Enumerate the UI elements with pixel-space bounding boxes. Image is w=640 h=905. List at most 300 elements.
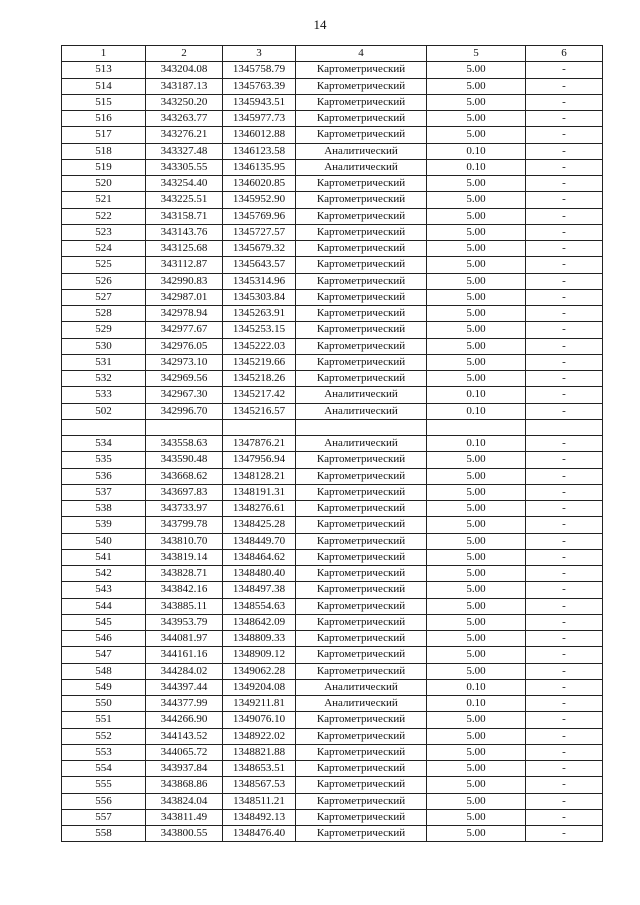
table-cell: Картометрический [296, 566, 427, 582]
table-row [62, 582, 603, 598]
table-cell: 543 [62, 582, 146, 598]
table-header [62, 46, 603, 62]
table-cell: Аналитический [296, 679, 427, 695]
table-cell: 1349211.81 [223, 696, 296, 712]
table-cell: 342996.70 [146, 403, 223, 419]
table-cell: 557 [62, 809, 146, 825]
table-cell: Картометрический [296, 761, 427, 777]
table-cell: 343558.63 [146, 436, 223, 452]
table-cell: - [526, 62, 603, 78]
table-cell: - [526, 192, 603, 208]
table-cell: 1345263.91 [223, 306, 296, 322]
table-cell: 5.00 [427, 306, 526, 322]
table-cell: 0.10 [427, 159, 526, 175]
table-cell: - [526, 533, 603, 549]
table-cell: Картометрический [296, 468, 427, 484]
table-row [62, 306, 603, 322]
table-cell: 1347956.94 [223, 452, 296, 468]
table-row [62, 62, 603, 78]
table-cell: 343254.40 [146, 176, 223, 192]
table-cell: - [526, 241, 603, 257]
table-row [62, 777, 603, 793]
table-cell: 343810.70 [146, 533, 223, 549]
coordinates-table [61, 45, 603, 842]
table-cell: Картометрический [296, 712, 427, 728]
table-cell: 548 [62, 663, 146, 679]
table-cell: - [526, 78, 603, 94]
table-cell: Картометрический [296, 354, 427, 370]
table-cell: 1348642.09 [223, 614, 296, 630]
table-cell: 1348191.31 [223, 484, 296, 500]
table-row [62, 208, 603, 224]
table-cell: 0.10 [427, 143, 526, 159]
table-cell: 5.00 [427, 127, 526, 143]
table-cell: Картометрический [296, 257, 427, 273]
table-cell: 1349062.28 [223, 663, 296, 679]
table-cell: - [526, 371, 603, 387]
table-cell: - [526, 777, 603, 793]
table-cell: 544 [62, 598, 146, 614]
table-cell: 5.00 [427, 712, 526, 728]
table-cell: 546 [62, 631, 146, 647]
table-cell: 5.00 [427, 354, 526, 370]
table-cell: 558 [62, 826, 146, 842]
table-cell: Аналитический [296, 387, 427, 403]
table-cell: 343937.84 [146, 761, 223, 777]
table-cell: - [526, 549, 603, 565]
table-cell: 1345727.57 [223, 224, 296, 240]
table-row [62, 712, 603, 728]
table-cell: 5.00 [427, 826, 526, 842]
table-cell: 1348554.63 [223, 598, 296, 614]
table-row [62, 809, 603, 825]
table-cell: 542 [62, 566, 146, 582]
table-cell: - [526, 159, 603, 175]
table-cell: 0.10 [427, 387, 526, 403]
table-cell: 343868.86 [146, 777, 223, 793]
table-row [62, 793, 603, 809]
table-cell: 342973.10 [146, 354, 223, 370]
table-cell: - [526, 111, 603, 127]
table-cell: 1346020.85 [223, 176, 296, 192]
table-cell: Картометрический [296, 647, 427, 663]
table-cell: 5.00 [427, 78, 526, 94]
table-cell: - [526, 484, 603, 500]
table-cell: 343590.48 [146, 452, 223, 468]
table-cell: 5.00 [427, 94, 526, 110]
table-row [62, 484, 603, 500]
header-cell: 1 [62, 46, 146, 62]
table-cell: 343158.71 [146, 208, 223, 224]
table-cell: - [526, 809, 603, 825]
table-cell: - [526, 468, 603, 484]
table-cell: 343204.08 [146, 62, 223, 78]
table-row [62, 533, 603, 549]
table-row [62, 631, 603, 647]
table-cell: Картометрический [296, 826, 427, 842]
table-cell: 516 [62, 111, 146, 127]
table-cell: 5.00 [427, 582, 526, 598]
table-cell: Картометрический [296, 533, 427, 549]
table-cell: 537 [62, 484, 146, 500]
table-cell: 343112.87 [146, 257, 223, 273]
table-cell: 1345643.57 [223, 257, 296, 273]
table-cell: 5.00 [427, 224, 526, 240]
table-cell: 1345679.32 [223, 241, 296, 257]
table-cell [296, 419, 427, 435]
table-cell: 1348492.13 [223, 809, 296, 825]
table-cell: 522 [62, 208, 146, 224]
table-cell: 1348909.12 [223, 647, 296, 663]
table-cell: Картометрический [296, 176, 427, 192]
table-cell: 545 [62, 614, 146, 630]
table-cell: 344266.90 [146, 712, 223, 728]
table-cell: - [526, 501, 603, 517]
table-cell [146, 419, 223, 435]
table-cell: 515 [62, 94, 146, 110]
table-row [62, 176, 603, 192]
header-cell: 3 [223, 46, 296, 62]
table-row [62, 94, 603, 110]
table-cell: Картометрический [296, 501, 427, 517]
table-cell: 342967.30 [146, 387, 223, 403]
table-cell: 5.00 [427, 273, 526, 289]
table-cell: 553 [62, 744, 146, 760]
table-cell: 521 [62, 192, 146, 208]
table-cell: Картометрический [296, 614, 427, 630]
table-cell: 343305.55 [146, 159, 223, 175]
table-cell: 520 [62, 176, 146, 192]
table-row [62, 663, 603, 679]
table-cell: Картометрический [296, 517, 427, 533]
table-cell: 5.00 [427, 614, 526, 630]
table-cell: 343225.51 [146, 192, 223, 208]
table-row [62, 241, 603, 257]
table-cell: 5.00 [427, 517, 526, 533]
table-cell: 5.00 [427, 452, 526, 468]
table-row [62, 761, 603, 777]
table-cell: 5.00 [427, 598, 526, 614]
table-cell: - [526, 663, 603, 679]
table-row [62, 403, 603, 419]
table-cell [62, 419, 146, 435]
table-row [62, 647, 603, 663]
table-cell: Аналитический [296, 696, 427, 712]
table-cell: 342976.05 [146, 338, 223, 354]
table-cell: 1345218.26 [223, 371, 296, 387]
table-cell: - [526, 631, 603, 647]
table-cell: - [526, 598, 603, 614]
table-cell: - [526, 647, 603, 663]
table-row [62, 322, 603, 338]
header-cell: 5 [427, 46, 526, 62]
table-cell: 5.00 [427, 484, 526, 500]
table-cell: - [526, 744, 603, 760]
table-cell: 5.00 [427, 761, 526, 777]
table-cell: 533 [62, 387, 146, 403]
table-cell: 5.00 [427, 241, 526, 257]
table-cell: - [526, 728, 603, 744]
table-cell: 539 [62, 517, 146, 533]
table-row [62, 614, 603, 630]
table-cell: 344065.72 [146, 744, 223, 760]
table-cell: Картометрический [296, 809, 427, 825]
table-cell: 1348128.21 [223, 468, 296, 484]
table-cell: 529 [62, 322, 146, 338]
table-cell: 344284.02 [146, 663, 223, 679]
table-cell: 517 [62, 127, 146, 143]
table-cell: 535 [62, 452, 146, 468]
table-row [62, 338, 603, 354]
table-cell: 5.00 [427, 663, 526, 679]
table-cell: Картометрический [296, 338, 427, 354]
table-row [62, 826, 603, 842]
table-cell: Картометрический [296, 224, 427, 240]
table-cell: 5.00 [427, 111, 526, 127]
table-row [62, 387, 603, 403]
table-row [62, 679, 603, 695]
table-cell: Картометрический [296, 111, 427, 127]
table-cell: 1345217.42 [223, 387, 296, 403]
table-cell: 1348497.38 [223, 582, 296, 598]
table-cell: Аналитический [296, 436, 427, 452]
table-cell: Картометрический [296, 208, 427, 224]
table-cell: 1345977.73 [223, 111, 296, 127]
table-cell: 342978.94 [146, 306, 223, 322]
table-cell: 5.00 [427, 647, 526, 663]
table-cell: - [526, 143, 603, 159]
table-cell: - [526, 436, 603, 452]
table-row [62, 224, 603, 240]
table-cell: Картометрический [296, 663, 427, 679]
table-row [62, 192, 603, 208]
table-cell: 540 [62, 533, 146, 549]
table-cell: 555 [62, 777, 146, 793]
table-row [62, 111, 603, 127]
table-cell: - [526, 94, 603, 110]
page-number: 14 [313, 17, 327, 32]
table-cell: 1347876.21 [223, 436, 296, 452]
table-cell: 1349076.10 [223, 712, 296, 728]
table-cell: 547 [62, 647, 146, 663]
table-cell: - [526, 679, 603, 695]
table-cell: 342969.56 [146, 371, 223, 387]
table-cell: 5.00 [427, 631, 526, 647]
table-cell: Картометрический [296, 582, 427, 598]
table-row [62, 289, 603, 305]
table-cell: 1348480.40 [223, 566, 296, 582]
table-cell: Аналитический [296, 159, 427, 175]
table-cell: 527 [62, 289, 146, 305]
table-cell: - [526, 582, 603, 598]
table-cell: 343668.62 [146, 468, 223, 484]
table-cell: 523 [62, 224, 146, 240]
table-cell: 1348511.21 [223, 793, 296, 809]
table-cell: 5.00 [427, 338, 526, 354]
table-cell: 1348476.40 [223, 826, 296, 842]
table-cell: - [526, 826, 603, 842]
table-cell: 1346135.95 [223, 159, 296, 175]
table-row [62, 728, 603, 744]
table-cell: 1348567.53 [223, 777, 296, 793]
table-cell: 344143.52 [146, 728, 223, 744]
table-cell: Картометрический [296, 793, 427, 809]
table-row [62, 371, 603, 387]
table-body [62, 62, 603, 842]
table-cell: 343799.78 [146, 517, 223, 533]
table-cell: Картометрический [296, 273, 427, 289]
table-cell: 1345216.57 [223, 403, 296, 419]
table-cell: 5.00 [427, 793, 526, 809]
table-row [62, 549, 603, 565]
table-cell [223, 419, 296, 435]
table-cell: 534 [62, 436, 146, 452]
table-cell: 551 [62, 712, 146, 728]
table-cell: 1345943.51 [223, 94, 296, 110]
table-cell: 343819.14 [146, 549, 223, 565]
table-cell: Картометрический [296, 241, 427, 257]
table-cell: - [526, 761, 603, 777]
table-cell: 5.00 [427, 192, 526, 208]
table-row [62, 419, 603, 435]
table-cell: - [526, 224, 603, 240]
table-cell: 5.00 [427, 533, 526, 549]
table-cell: 342990.83 [146, 273, 223, 289]
table-cell: 1345303.84 [223, 289, 296, 305]
table-cell: 1346012.88 [223, 127, 296, 143]
table-cell: 530 [62, 338, 146, 354]
table-cell: 550 [62, 696, 146, 712]
table-cell: 5.00 [427, 777, 526, 793]
table-cell: 552 [62, 728, 146, 744]
table-cell: - [526, 452, 603, 468]
table-cell: 0.10 [427, 436, 526, 452]
table-cell: - [526, 614, 603, 630]
table-cell: 514 [62, 78, 146, 94]
table-cell: 343187.13 [146, 78, 223, 94]
table-row [62, 566, 603, 582]
table-cell: 531 [62, 354, 146, 370]
table-cell: 1345769.96 [223, 208, 296, 224]
table-cell: 344397.44 [146, 679, 223, 695]
table-cell: 538 [62, 501, 146, 517]
table-row [62, 273, 603, 289]
table-row [62, 517, 603, 533]
table-cell: 343125.68 [146, 241, 223, 257]
table-cell: 1348449.70 [223, 533, 296, 549]
table-cell: Картометрический [296, 127, 427, 143]
table-cell: 519 [62, 159, 146, 175]
table-cell: 5.00 [427, 468, 526, 484]
table-row [62, 354, 603, 370]
table-row [62, 257, 603, 273]
table-cell: 342977.67 [146, 322, 223, 338]
table-cell: - [526, 289, 603, 305]
table-cell: Картометрический [296, 289, 427, 305]
table-cell: 5.00 [427, 728, 526, 744]
table-row [62, 436, 603, 452]
table-cell: 343697.83 [146, 484, 223, 500]
table-cell: 513 [62, 62, 146, 78]
table-cell: 5.00 [427, 208, 526, 224]
table-cell: - [526, 208, 603, 224]
table-cell: 343800.55 [146, 826, 223, 842]
table-row [62, 696, 603, 712]
table-cell: Картометрический [296, 484, 427, 500]
table-cell: - [526, 712, 603, 728]
table-cell: 0.10 [427, 679, 526, 695]
table-cell: 1348922.02 [223, 728, 296, 744]
table-cell: 343953.79 [146, 614, 223, 630]
table-cell: 1348425.28 [223, 517, 296, 533]
table-cell: 549 [62, 679, 146, 695]
table-cell: - [526, 387, 603, 403]
table-row [62, 452, 603, 468]
table-cell: 5.00 [427, 744, 526, 760]
table-cell: 1348809.33 [223, 631, 296, 647]
table-cell: 5.00 [427, 371, 526, 387]
table-cell: 5.00 [427, 566, 526, 582]
table-cell: Картометрический [296, 78, 427, 94]
table-cell: - [526, 354, 603, 370]
table-cell: Картометрический [296, 744, 427, 760]
table-cell: 5.00 [427, 549, 526, 565]
table-cell: 343885.11 [146, 598, 223, 614]
table-cell [526, 419, 603, 435]
table-cell: - [526, 257, 603, 273]
table-cell: 344081.97 [146, 631, 223, 647]
table-cell: - [526, 127, 603, 143]
table-row [62, 468, 603, 484]
table-cell: 541 [62, 549, 146, 565]
table-cell: 343842.16 [146, 582, 223, 598]
table-cell: 343327.48 [146, 143, 223, 159]
table-row [62, 143, 603, 159]
table-cell [427, 419, 526, 435]
table-row [62, 159, 603, 175]
table-cell: Картометрический [296, 549, 427, 565]
table-cell: 1345222.03 [223, 338, 296, 354]
table-cell: Картометрический [296, 777, 427, 793]
table-cell: 1345952.90 [223, 192, 296, 208]
table-cell: 502 [62, 403, 146, 419]
table-cell: 343733.97 [146, 501, 223, 517]
table-cell: 1346123.58 [223, 143, 296, 159]
table-cell: Картометрический [296, 371, 427, 387]
table-cell: 343811.49 [146, 809, 223, 825]
table-cell: 5.00 [427, 501, 526, 517]
table-cell: Картометрический [296, 62, 427, 78]
table-cell: 5.00 [427, 322, 526, 338]
header-cell: 6 [526, 46, 603, 62]
table-cell: 5.00 [427, 257, 526, 273]
table-cell: 524 [62, 241, 146, 257]
table-cell: 5.00 [427, 176, 526, 192]
table-cell: - [526, 322, 603, 338]
table-cell: 556 [62, 793, 146, 809]
table-cell: 5.00 [427, 289, 526, 305]
table-cell: 554 [62, 761, 146, 777]
table-cell: 344161.16 [146, 647, 223, 663]
table-cell: 343143.76 [146, 224, 223, 240]
table-cell: 0.10 [427, 403, 526, 419]
table-cell: - [526, 338, 603, 354]
table-cell: 1348464.62 [223, 549, 296, 565]
table-cell: Аналитический [296, 143, 427, 159]
table-cell: Аналитический [296, 403, 427, 419]
table-cell: Картометрический [296, 598, 427, 614]
header-cell: 2 [146, 46, 223, 62]
